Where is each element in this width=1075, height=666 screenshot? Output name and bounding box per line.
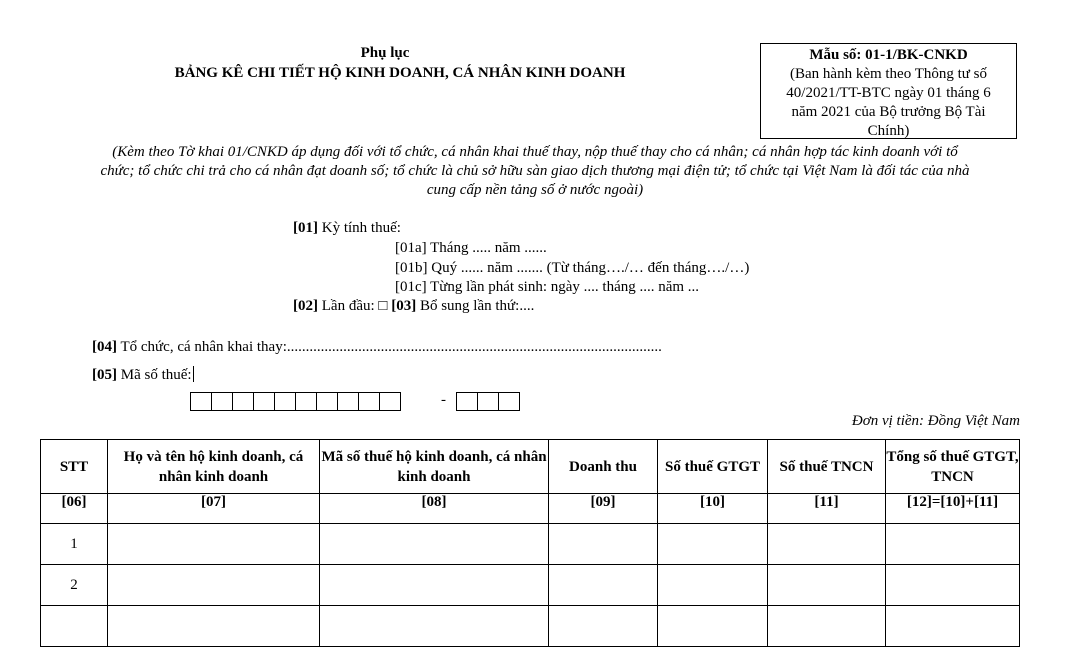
tax-id-suffix-boxes[interactable] (457, 392, 520, 411)
column-code: [06] (41, 494, 108, 524)
field-01c-occurrence[interactable]: [01c] Từng lần phát sinh: ngày .... tháng .... năm ... (395, 279, 700, 295)
form-number: Mẫu số: 01-1/BK-CNKD (809, 47, 968, 63)
field-01-code: [01] (293, 220, 318, 236)
table-cell[interactable] (320, 606, 549, 647)
field-02-03-line (293, 298, 534, 315)
column-code: [08] (320, 494, 549, 524)
table-cell[interactable] (108, 524, 320, 565)
tax-id-main-boxes[interactable] (191, 392, 401, 411)
table-cell[interactable] (658, 524, 768, 565)
tax-id-digit-box[interactable] (358, 392, 380, 411)
tax-id-digit-box[interactable] (253, 392, 275, 411)
table-cell[interactable] (108, 565, 320, 606)
tax-id-suffix-digit-box[interactable] (477, 392, 499, 411)
row-number (41, 606, 108, 647)
form-number-box (760, 43, 1017, 139)
form-issued-line-2: 40/2021/TT-BTC ngày 01 tháng 6 (786, 85, 991, 101)
table-cell[interactable] (886, 565, 1020, 606)
tax-id-digit-box[interactable] (337, 392, 359, 411)
column-code: [09] (549, 494, 658, 524)
field-01-tax-period (293, 220, 401, 237)
column-header: Số thuế TNCN (768, 440, 886, 494)
column-header: STT (41, 440, 108, 494)
note-line-1: (Kèm theo Tờ khai 01/CNKD áp dụng đối với tổ chức, cá nhân khai thuế thay, nộp thuế thay cho cá nhân; cá nhân hợp tác kinh doanh với tổ (112, 144, 958, 160)
tax-id-digit-box[interactable] (274, 392, 296, 411)
form-issued-line-1: (Ban hành kèm theo Thông tư số (790, 66, 987, 82)
note-line-2: chức; tổ chức chi trả cho cá nhân đạt doanh số; tổ chức là chủ sở hữu sàn giao dịch thương mại điện tử; tổ chức tại Việt Nam là đối tác của nhà (100, 163, 970, 179)
table-cell[interactable] (886, 524, 1020, 565)
field-03-code: [03] (391, 298, 417, 314)
field-02-first-time-checkbox[interactable]: Lần đầu: □ (318, 298, 392, 314)
tax-id-digit-box[interactable] (379, 392, 401, 411)
tax-id-digit-box[interactable] (190, 392, 212, 411)
column-header: Doanh thu (549, 440, 658, 494)
field-02-code: [02] (293, 298, 318, 314)
document-title: BẢNG KÊ CHI TIẾT HỘ KINH DOANH, CÁ NHÂN KINH DOANH (174, 65, 626, 81)
tax-id-digit-box[interactable] (232, 392, 254, 411)
column-code: [11] (768, 494, 886, 524)
column-code: [07] (108, 494, 320, 524)
attachment-note (40, 143, 1030, 200)
tax-id-digit-box[interactable] (211, 392, 233, 411)
table-cell[interactable] (886, 606, 1020, 647)
field-01b-quarter[interactable]: [01b] Quý ...... năm ....... (Từ tháng…./… đến tháng…./…) (395, 260, 750, 276)
table-cell[interactable] (549, 524, 658, 565)
field-04-declarant-input[interactable]: Tổ chức, cá nhân khai thay:.................................................................................................... (117, 339, 662, 355)
text-cursor (193, 366, 194, 382)
table-cell[interactable] (768, 606, 886, 647)
field-04-code: [04] (92, 339, 117, 355)
field-01a-month[interactable]: [01a] Tháng ..... năm ...... (395, 240, 547, 256)
tax-id-suffix-digit-box[interactable] (498, 392, 520, 411)
tax-id-dash: - (441, 392, 446, 408)
column-header: Mã số thuế hộ kinh doanh, cá nhân kinh doanh (320, 440, 549, 494)
tax-id-digit-box[interactable] (316, 392, 338, 411)
table-cell[interactable] (549, 606, 658, 647)
form-issued-line-4: Chính) (867, 123, 910, 139)
column-header: Họ và tên hộ kinh doanh, cá nhân kinh doanh (108, 440, 320, 494)
appendix-label: Phụ lục (360, 45, 410, 61)
table-cell[interactable] (549, 565, 658, 606)
form-issued-line-3: năm 2021 của Bộ trưởng Bộ Tài (791, 104, 986, 120)
table-row (41, 524, 1020, 565)
tax-id-digit-box[interactable] (295, 392, 317, 411)
row-number: 1 (41, 524, 108, 565)
row-number: 2 (41, 565, 108, 606)
table-cell[interactable] (320, 565, 549, 606)
table-cell[interactable] (768, 565, 886, 606)
field-05-tax-id (92, 366, 194, 384)
currency-unit: Đơn vị tiền: Đồng Việt Nam (851, 413, 1020, 429)
field-05-code: [05] (92, 367, 117, 383)
field-05-label: Mã số thuế: (117, 367, 192, 383)
detail-table (40, 439, 1020, 647)
field-04-declarant (92, 339, 662, 356)
column-code: [10] (658, 494, 768, 524)
table-cell[interactable] (658, 606, 768, 647)
table-cell[interactable] (768, 524, 886, 565)
field-03-supplement[interactable]: Bổ sung lần thứ:.... (416, 298, 535, 314)
column-header: Tổng số thuế GTGT, TNCN (886, 440, 1020, 494)
field-01-label: Kỳ tính thuế: (318, 220, 401, 236)
table-row (41, 606, 1020, 647)
table-row (41, 565, 1020, 606)
table-cell[interactable] (108, 606, 320, 647)
column-code: [12]=[10]+[11] (886, 494, 1020, 524)
tax-id-suffix-digit-box[interactable] (456, 392, 478, 411)
column-header: Số thuế GTGT (658, 440, 768, 494)
table-cell[interactable] (658, 565, 768, 606)
table-cell[interactable] (320, 524, 549, 565)
note-line-3: cung cấp nền tảng số ở nước ngoài) (426, 182, 644, 198)
